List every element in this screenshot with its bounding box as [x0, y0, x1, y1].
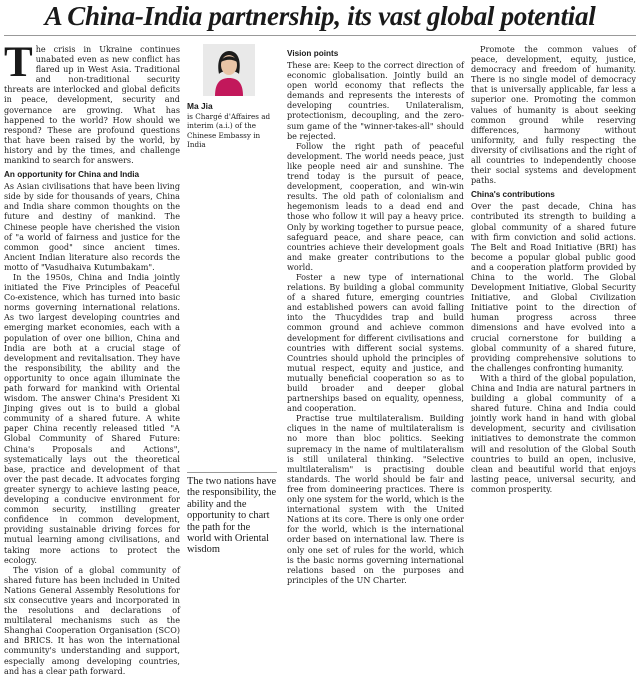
- pull-quote-rule: [187, 472, 277, 473]
- opportunity-paragraph-1: As Asian civilisations that have been living side by side for thousands of years, China and India share common thoughts on the future and destiny of mankind. The Chinese people have cherished the vision of "a world of fairness and justice for the common good" since ancient times. Ancient Indian literature also records the motto of "Vasudhaiva Kutumbakam".: [4, 181, 180, 272]
- opportunity-paragraph-3: The vision of a global community of shared future has been included in United Nations General Assembly Resolutions for six consecutive years and incorporated in the resolutions and declarations of multilateral mechanisms such as the Shanghai Cooperation Organisation (SCO) and BRICS. It has won the international community's understanding and support, especially among developing countries, and has a clear path forward.: [4, 564, 180, 676]
- drop-cap: T: [4, 39, 33, 86]
- vision-paragraph-1: These are: Keep to the correct direction of economic globalisation. Jointly build an open world economy that reflects the demands and represents the interests of developing countries. Unilateralism, protectionism, decoupling, and the zero-sum game of the "winner-takes-all" should be rejected.: [287, 60, 464, 141]
- column-2: [187, 44, 277, 556]
- section-heading-contributions: China's contributions: [471, 190, 555, 200]
- column-4: [471, 44, 636, 494]
- pull-quote: [187, 472, 277, 556]
- column-3: [287, 44, 464, 585]
- opportunity-paragraph-2: In the 1950s, China and India jointly initiated the Five Principles of Peaceful Co-existence, which has turned into basic norms governing international relations. As two largest developing countries and emerging market economies, each with a population of over one billion, China and India are both at a crucial stage of development and revitalisation. They have the responsibility, the ability and the opportunity to once again illuminate the path forward for mankind with Oriental wisdom. The answer China's President Xi Jinping gives out is to build a global community of a shared future. A white paper China recently released titled "A Global Community of Shared Future: China's Proposals and Actions", systematically lays out the theoretical base, practice and development of that over the past decade. It advocates forging greater synergy to achieve lasting peace, developing a conducive environment for common security, instilling greater confidence in common development, providing sustainable driving forces for mutual learning among civilisations, and taking more actions to protect the ecology.: [4, 271, 180, 565]
- intro-paragraph: [4, 39, 180, 166]
- headline-divider: [4, 35, 636, 36]
- vision-paragraph-2: Follow the right path of peaceful development. The world needs peace, just like people need air and sunshine. The trend today is the pursuit of peace, development, cooperation, and win-win results. The old path of colonialism and hegemonism leads to a dead end and those who follow it will pay a heavy price. Only by working together to pursue peace, safeguard peace, and share peace, can countries achieve their development goals and make greater contributions to the world.: [287, 140, 464, 272]
- author-role: is Chargé d'Affaires ad interim (a.i.) of the Chinese Embassy in India: [187, 112, 271, 150]
- headline: A China-India partnership, its vast global potential: [44, 1, 596, 31]
- vision-paragraph-5: Promote the common values of peace, development, equity, justice, democracy and freedom of humanity. There is no single model of democracy that is universally applicable, far less a superior one. Promoting the common values of humanity is about seeking common ground while reserving differences, harmony without uniformity, and fully respecting the diversity of civilisations and the right of all countries to independently choose their social systems and development paths.: [471, 44, 636, 186]
- author-portrait-icon: [203, 44, 255, 96]
- section-heading-opportunity: An opportunity for China and India: [4, 170, 140, 180]
- vision-paragraph-3: Foster a new type of international relations. By building a global community of a shared future, emerging countries and established powers can avoid falling into the Thucydides trap and build common ground and achieve common development for different civilisations and countries with different social systems. Countries should uphold the principles of mutual respect, equity and justice, and mutually beneficial cooperation so as to build broader and deeper global partnerships based on equality, openness, and cooperation.: [287, 271, 464, 414]
- contributions-paragraph-1: Over the past decade, China has contributed its strength to building a global community of a shared future with firm conviction and solid actions. The Belt and Road Initiative (BRI) has become a popular global public good and a cooperation platform provided by China to the world. The Global Development Initiative, Global Security Initiative, and Global Civilization Initiative point to the direction of human progress across three dimensions and have evolved into a crucial cornerstone for building a global community of a shared future, providing comprehensive solutions to the challenges confronting humanity.: [471, 201, 636, 373]
- vision-paragraph-4: Practise true multilateralism. Building cliques in the name of multilateralism is no more than bloc politics. Seeking supremacy in the name of multilateralism is still unilateral thinking. "Selective multilateralism" is practising double standards. The world should be fair and free from domineering practices. There is only one system for the world, which is the international system with the United Nations at its core. There is only one order for the world, which is the international order based on international law. There is only one set of rules for the world, which is the basic norms governing international relations based on the purposes and principles of the UN Charter.: [287, 413, 464, 585]
- pull-quote-text: The two nations have the responsibility, the ability and the opportunity to chart the path for the world with Oriental wisdom: [187, 476, 277, 556]
- section-heading-vision: Vision points: [287, 49, 339, 58]
- intro-text: he crisis in Ukraine continues unabated even as new conflict has flared up in West Asia. Traditional and non-traditional security threats are interlocked and global deficits in peace, development, security and governance are growing. What has happened to the world? How should we respond? These are profound questions that have been raised by the world, by history and by the times, and challenge mankind to search for answers.: [4, 44, 180, 166]
- contributions-paragraph-2: With a third of the global population, China and India are natural partners in building a global community of a shared future. China and India could jointly work hand in hand with global development, security and civilisation initiatives to demonstrate the common will and resolution of the Global South countries to build an open, inclusive, clean and beautiful world that enjoys lasting peace, universal security, and common prosperity.: [471, 372, 636, 494]
- author-name: Ma Jia: [187, 101, 213, 111]
- author-photo: [203, 44, 255, 96]
- column-1: [4, 39, 180, 676]
